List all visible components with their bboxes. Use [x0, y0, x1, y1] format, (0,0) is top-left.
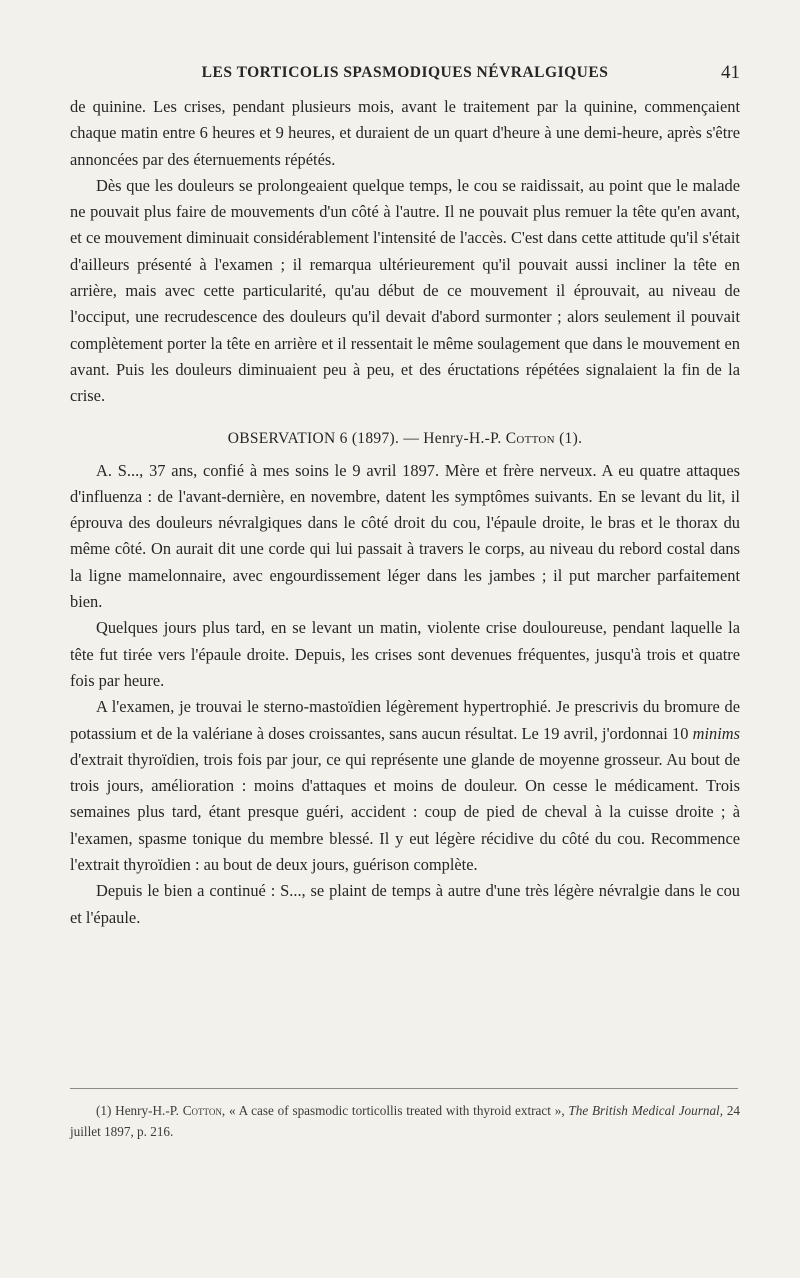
- running-head: [70, 64, 740, 90]
- body-text: [70, 94, 740, 931]
- paragraph-stiff-neck: Dès que les douleurs se prolongeaient quelque temps, le cou se raidissait, au point que le malade ne pouvait plus faire de mouvements d'un côté à l'autre. Il ne pouvait plus remuer la tête qu'en avant, et ce mouvement diminuait considérablement l'intensité de l'accès. C'est dans cette attitude qu'il s'était d'ailleurs présenté à l'examen ; il remarqua ultérieurement qu'il pouvait aussi incliner la tête en arrière, mais avec cette particularité, qu'au début de ce mouvement il éprouvait, au niveau de l'occiput, une recrudescence des douleurs qu'il devait d'abord surmonter ; alors seulement il pouvait complètement porter la tête en arrière et il ressentait le même soulagement que dans le mouvement en avant. Puis les douleurs diminuaient peu à peu, et des éructations répétées signalaient la fin de la crise.: [70, 175, 740, 406]
- observation-text: d'extrait thyroïdien, trois fois par jour, ce qui représente une glande de moyenne grosseur. Au bout de trois jours, amélioration : moins d'attaques et moins de douleur. On cesse le médicament. Trois semaines plus tard, étant presque guéri, accident : coup de pied de cheval à la cuisse droite ; à l'examen, spasme tonique du membre blessé. Il y eut légère récidive du côté du cou. Recommence l'extrait thyroïdien : au bout de deux jours, guérison complète.: [70, 749, 740, 875]
- footnote-author: Cotton,: [182, 1103, 226, 1118]
- footnote-citation: 24 juillet 1897, p. 216.: [70, 1103, 741, 1139]
- observation-paragraph-1: A. S..., 37 ans, confié à mes soins le 9 avril 1897. Mère et frère nerveux. A eu quatre attaques d'influenza : de l'avant-dernière, en novembre, datent les symptômes suivants. En se levant du lit, il éprouva des douleurs névralgiques dans le côté droit du cou, l'épaule droite, le bras et le thorax du même côté. On aurait dit une corde qui lui passait à travers le corps, au niveau du rebord costal dans la ligne mamelonnaire, avec engourdissement léger dans les jambes ; il put marcher parfaitement bien.: [70, 460, 740, 612]
- italic-unit: minims: [692, 723, 740, 743]
- observation-paragraph-2: Quelques jours plus tard, en se levant un matin, violente crise douloureuse, pendant laquelle la tête fut tirée vers l'épaule droite. Depuis, les crises sont devenues fréquentes, jusqu'à trois et quatre fois par heure.: [70, 618, 740, 690]
- paragraph-continuation: de quinine. Les crises, pendant plusieurs mois, avant le traitement par la quinine, commençaient chaque matin entre 6 heures et 9 heures, et duraient de un quart d'heure à une demi-heure, après s'être annoncées par des éternuements répétés.: [70, 97, 740, 169]
- observation-paragraph-3: [70, 694, 740, 878]
- running-head-title: LES TORTICOLIS SPASMODIQUES NÉVRALGIQUES: [201, 64, 609, 81]
- page-number: 41: [721, 62, 740, 83]
- footnote-reference: (1).: [559, 429, 583, 447]
- observation-heading: [70, 426, 740, 452]
- footnote: [70, 1100, 740, 1142]
- footnote-text: [70, 1100, 740, 1142]
- footnote-journal: The British Medical Journal,: [568, 1103, 724, 1118]
- observation-author: Cotton: [505, 429, 555, 447]
- observation-text: A l'examen, je trouvai le sterno-mastoïdien légèrement hypertrophié. Je prescrivis du bromure de potassium et de la valériane à doses croissantes, sans aucun résultat. Le 19 avril, j'ordonnai 10: [70, 697, 740, 743]
- footnote-title: « A case of spasmodic torticollis treated with thyroid extract »,: [228, 1103, 565, 1118]
- footnote-marker: (1) Henry-H.-P.: [96, 1103, 179, 1118]
- observation-label: OBSERVATION 6 (1897). — Henry-H.-P.: [227, 429, 502, 447]
- footnote-divider: [70, 1088, 738, 1089]
- observation-paragraph-4: Depuis le bien a continué : S..., se plaint de temps à autre d'une très légère névralgie dans le cou et l'épaule.: [70, 881, 740, 927]
